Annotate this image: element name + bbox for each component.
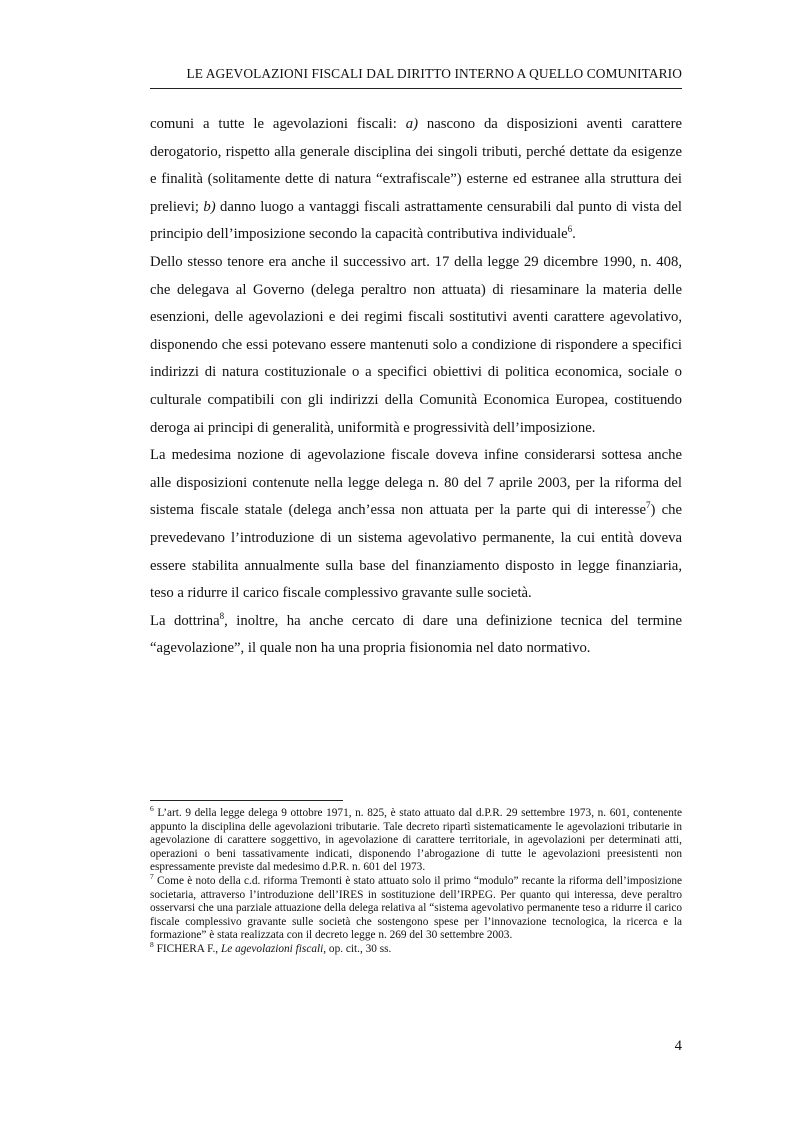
footnote-7: $^7$ Come è noto della c.d. riforma Tremonti è stato attuato solo il primo “modulo” recante la riforma dell’imposizione societaria, attraverso l’introduzione dell’IRES in sostituzione dell’IRPEG. Per quanto qui interessa, deve peraltro osservarsi che una parziale attuazione della delega relativa al “sistema agevolativo permanente teso a ridurre il carico fiscale complessivo gravante sulle società che sostengono spese per l’innovazione tecnologica, la ricerca e la formazione” è stata realizzata con il decreto legge n. 269 del 30 settembre 2003. [150, 872, 682, 942]
footnote-ref-8[interactable]: 8 [219, 610, 225, 621]
footnote-8: $^8$ FICHERA F., Le agevolazioni fiscali, op. cit., 30 ss. [150, 940, 392, 955]
footnotes [150, 804, 682, 957]
page-number: 4 [674, 1038, 682, 1054]
footnote-ref-7[interactable]: 7 [646, 500, 651, 511]
header-rule [150, 88, 682, 89]
footnote-ref-6[interactable]: 6 [567, 224, 573, 235]
paragraph-2: Dello stesso tenore era anche il successivo art. 17 della legge 29 dicembre 1990, n. 408, che delegava al Governo (delega peraltro non attuata) di riesaminare la materia delle esenzioni, delle agevolazioni e dei regimi fiscali sostitutivi aventi carattere agevolativo, disponendo che essi potevano essere mantenuti solo a condizione di rispondere a specifici indirizzi di natura costituzionale o a specifici obiettivi di politica economica, sociale o culturale compatibili con gli indirizzi della Comunità Economica Europea, costituendo deroga ai principi di generalità, uniformità e progressività dell’imposizione. [150, 253, 682, 436]
body-text [150, 111, 682, 663]
paragraph-3: La medesima nozione di agevolazione fiscale doveva infine considerarsi sottesa anche alle disposizioni contenute nella legge delega n. 80 del 7 aprile 2003, per la riforma del sistema fiscale statale (delega anch’essa non attuata per la parte qui di interesse$^7$) che prevedevano l’introduzione di un sistema agevolativo permanente, la cui entità doveva essere stabilita annualmente sulla base del finanziamento disposto in legge finanziaria, teso a ridurre il carico fiscale complessivo gravante sulle società. [150, 447, 683, 602]
paragraph-1: comuni a tutte le agevolazioni fiscali: a) nascono da disposizioni aventi carattere derogatorio, rispetto alla generale disciplina dei singoli tributi, perché dettate da esigenze e finalità (solitamente dette di natura “extrafiscale”) esterne ed estranee alla struttura dei prelievi; b) danno luogo a vantaggi fiscali astrattamente censurabili dal punto di vista del principio dell’imposizione secondo la capacità contributiva individuale$^6$. [150, 116, 682, 243]
footnote-6: $^6$ L’art. 9 della legge delega 9 ottobre 1971, n. 825, è stato attuato dal d.P.R. 29 settembre 1973, n. 601, contenente appunto la disciplina delle agevolazioni tributarie. Tale decreto ripartì sistematicamente le agevolazioni tributarie in agevolazione di carattere soggettivo, in agevolazione di carattere territoriale, in agevolazioni per determinati atti, operazioni o beni tassativamente indicati, disponendo l’abrogazione di tutte le agevolazioni preesistenti non espressamente previste dal medesimo d.P.R. n. 601 del 1973. [150, 804, 682, 874]
footnote-separator [150, 800, 343, 801]
running-header: LE AGEVOLAZIONI FISCALI DAL DIRITTO INTERNO A QUELLO COMUNITARIO [186, 66, 682, 81]
paragraph-4: La dottrina$^8$, inoltre, ha anche cercato di dare una definizione tecnica del termine “agevolazione”, il quale non ha una propria fisionomia nel dato normativo. [150, 610, 682, 657]
